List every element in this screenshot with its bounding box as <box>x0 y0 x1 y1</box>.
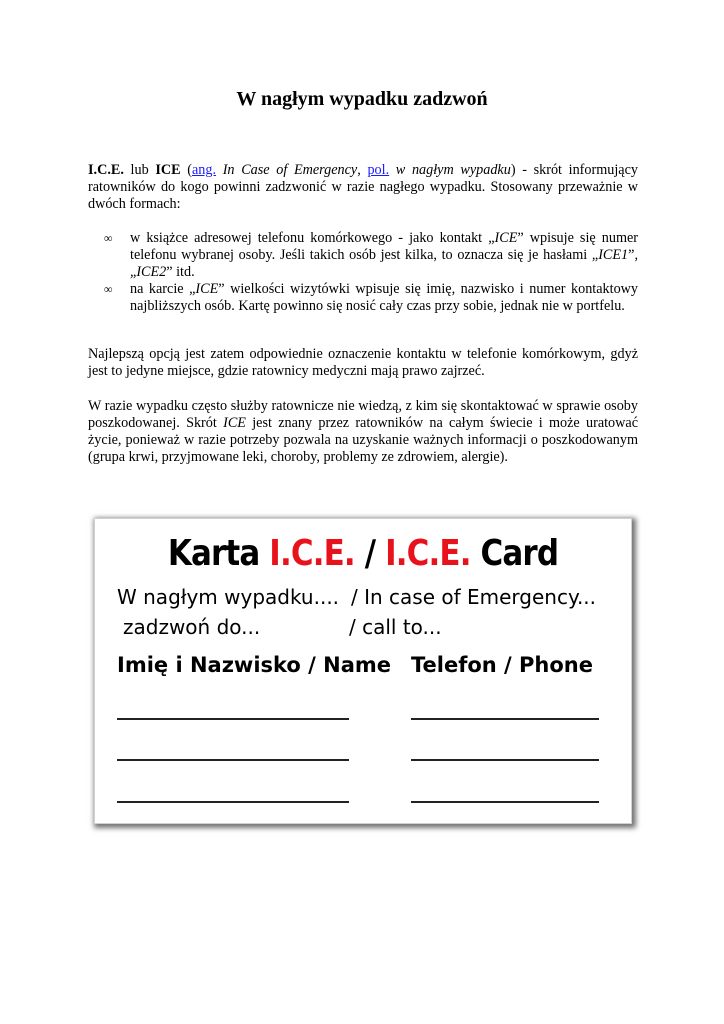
card-line-emergency-en: / In case of Emergency... <box>351 585 597 609</box>
card-name-blank-1 <box>117 718 349 720</box>
card-name-blank-2 <box>117 759 349 761</box>
ice-card-image <box>94 518 632 824</box>
intro-polish-phrase: w nagłym wypadku <box>389 162 511 178</box>
page-title: W nagłym wypadku zadzwoń <box>236 88 488 110</box>
card-line-call-en: / call to... <box>349 615 442 639</box>
term-ice: ICE <box>155 162 181 178</box>
card-phone-blank-3 <box>411 801 599 803</box>
list-item: ∞ w książce adresowej telefonu komórkowego - jako kontakt „ICE” wpisuje się numer telefonu wybranej osoby. Jeśli takich osób jest kilka, to oznacza się je hasłami „ICE1”, „ICE2” itd. <box>104 230 639 280</box>
card-phone-blank-1 <box>411 718 599 720</box>
link-pol[interactable]: pol. <box>367 162 390 178</box>
card-phone-blank-2 <box>411 759 599 761</box>
card-column-name: Imię i Nazwisko / Name <box>117 653 392 677</box>
card-name-blank-3 <box>117 801 349 803</box>
intro-paren-open: ( <box>180 162 192 178</box>
card-title: Karta I.C.E. / I.C.E. Card <box>167 533 559 574</box>
infinity-bullet-icon: ∞ <box>104 282 113 296</box>
infinity-bullet-icon: ∞ <box>104 231 113 245</box>
intro-english-phrase: In Case of Emergency <box>216 162 358 178</box>
forms-list <box>104 230 638 315</box>
list-item: ∞ na karcie „ICE” wielkości wizytówki wpisuje się imię, nazwisko i numer kontaktowy najbliższych osób. Kartę powinno się nosić cały czas przy sobie, jednak nie w portfelu. <box>104 281 639 314</box>
link-ang[interactable]: ang. <box>191 162 217 178</box>
term-ice-dotted: I.C.E. <box>88 162 124 178</box>
card-column-phone: Telefon / Phone <box>411 653 593 677</box>
card-line-call-pl: zadzwoń do... <box>123 615 261 639</box>
card-line-emergency-pl: W nagłym wypadku.... <box>117 585 340 609</box>
intro-comma: , <box>357 162 368 178</box>
intro-paragraph <box>88 162 638 213</box>
intro-rest: ) - skrót informujący ratowników do kogo powinni zadzwonić w razie nagłego wypadku. Stosowany przeważnie w dwóch formach: <box>88 162 638 212</box>
paragraph-best-option: Najlepszą opcją jest zatem odpowiednie oznaczenie kontaktu w telefonie komórkowym, gdyż jest to jedyne miejsce, gdzie ratownicy medyczni mają prawo zajrzeć. <box>88 346 638 379</box>
paragraph-accident: W razie wypadku często służby ratownicze nie wiedzą, z kim się skontaktować w sprawie osoby poszkodowanej. Skrót ICE jest znany przez ratowników na całym świecie i może uratować życie, ponieważ w razie potrzeby pozwala na uzyskanie ważnych informacji o poszkodowanym (grupa krwi, przyjmowane leki, choroby, problemy ze zdrowiem, alergie). <box>88 398 638 465</box>
intro-or: lub <box>123 162 156 178</box>
